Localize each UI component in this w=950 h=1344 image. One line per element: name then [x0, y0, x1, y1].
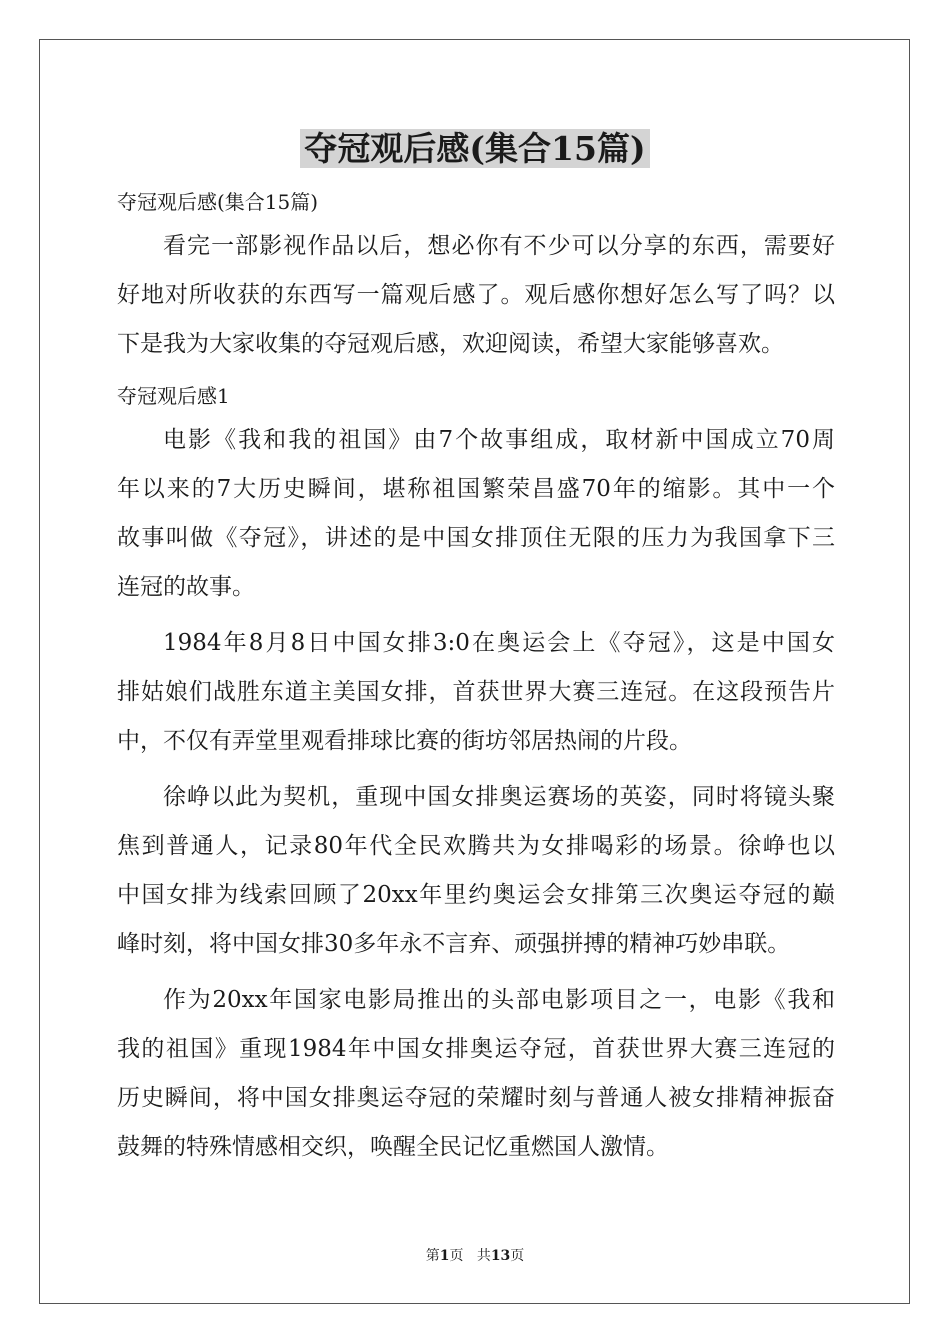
intro-paragraph [117, 222, 835, 369]
total-suffix: 页 [510, 1248, 525, 1264]
body-paragraph [117, 416, 835, 612]
paragraph-line: 中，不仅有弄堂里观看排球比赛的街坊邻居热闹的片段。 [117, 728, 692, 754]
total-prefix: 共 [476, 1248, 491, 1264]
document-body [117, 182, 835, 1179]
section-heading: 夺冠观后感1 [117, 384, 230, 408]
body-paragraph [117, 619, 835, 766]
document-title [0, 126, 950, 172]
document-subtitle: 夺冠观后感(集合15篇) [117, 190, 319, 214]
paragraph-line: 电影《我和我的祖国》由7个故事组成，取材新中国成立70周 [163, 427, 835, 453]
page-prefix: 第 [425, 1248, 440, 1264]
paragraph-line: 峰时刻，将中国女排30多年永不言弃、顽强拼搏的精神巧妙串联。 [117, 931, 791, 957]
paragraph-line: 排姑娘们战胜东道主美国女排，首获世界大赛三连冠。在这段预告片 [117, 679, 835, 705]
paragraph-line: 中国女排为线索回顾了20xx年里约奥运会女排第三次奥运夺冠的巅 [117, 882, 835, 908]
paragraph-line: 历史瞬间，将中国女排奥运夺冠的荣耀时刻与普通人被女排精神振奋 [117, 1085, 835, 1111]
paragraph-line: 故事叫做《夺冠》，讲述的是中国女排顶住无限的压力为我国拿下三 [117, 525, 835, 551]
paragraph-line: 年以来的7大历史瞬间，堪称祖国繁荣昌盛70年的缩影。其中一个 [117, 476, 835, 502]
paragraph-line: 好地对所收获的东西写一篇观后感了。观后感你想好怎么写了吗？以 [117, 282, 835, 308]
page-footer [0, 1246, 950, 1266]
current-page-number: 1 [439, 1248, 450, 1264]
body-paragraph [117, 976, 835, 1172]
body-paragraph [117, 773, 835, 969]
paragraph-line: 我的祖国》重现1984年中国女排奥运夺冠，首获世界大赛三连冠的 [117, 1036, 835, 1062]
paragraph-line: 焦到普通人，记录80年代全民欢腾共为女排喝彩的场景。徐峥也以 [117, 833, 835, 859]
page-suffix: 页 [449, 1248, 464, 1264]
paragraph-line: 看完一部影视作品以后，想必你有不少可以分享的东西，需要好 [163, 233, 835, 259]
document-title-text: 夺冠观后感(集合15篇) [300, 129, 649, 168]
paragraph-line: 连冠的故事。 [117, 574, 255, 600]
total-page-count: 13 [490, 1248, 511, 1264]
paragraph-line: 徐峥以此为契机，重现中国女排奥运赛场的英姿，同时将镜头聚 [163, 784, 835, 810]
paragraph-line: 下是我为大家收集的夺冠观后感，欢迎阅读，希望大家能够喜欢。 [117, 331, 784, 357]
paragraph-line: 1984年8月8日中国女排3:0在奥运会上《夺冠》，这是中国女 [163, 630, 835, 656]
paragraph-line: 鼓舞的特殊情感相交织，唤醒全民记忆重燃国人激情。 [117, 1134, 669, 1160]
paragraph-line: 作为20xx年国家电影局推出的头部电影项目之一，电影《我和 [163, 987, 835, 1013]
